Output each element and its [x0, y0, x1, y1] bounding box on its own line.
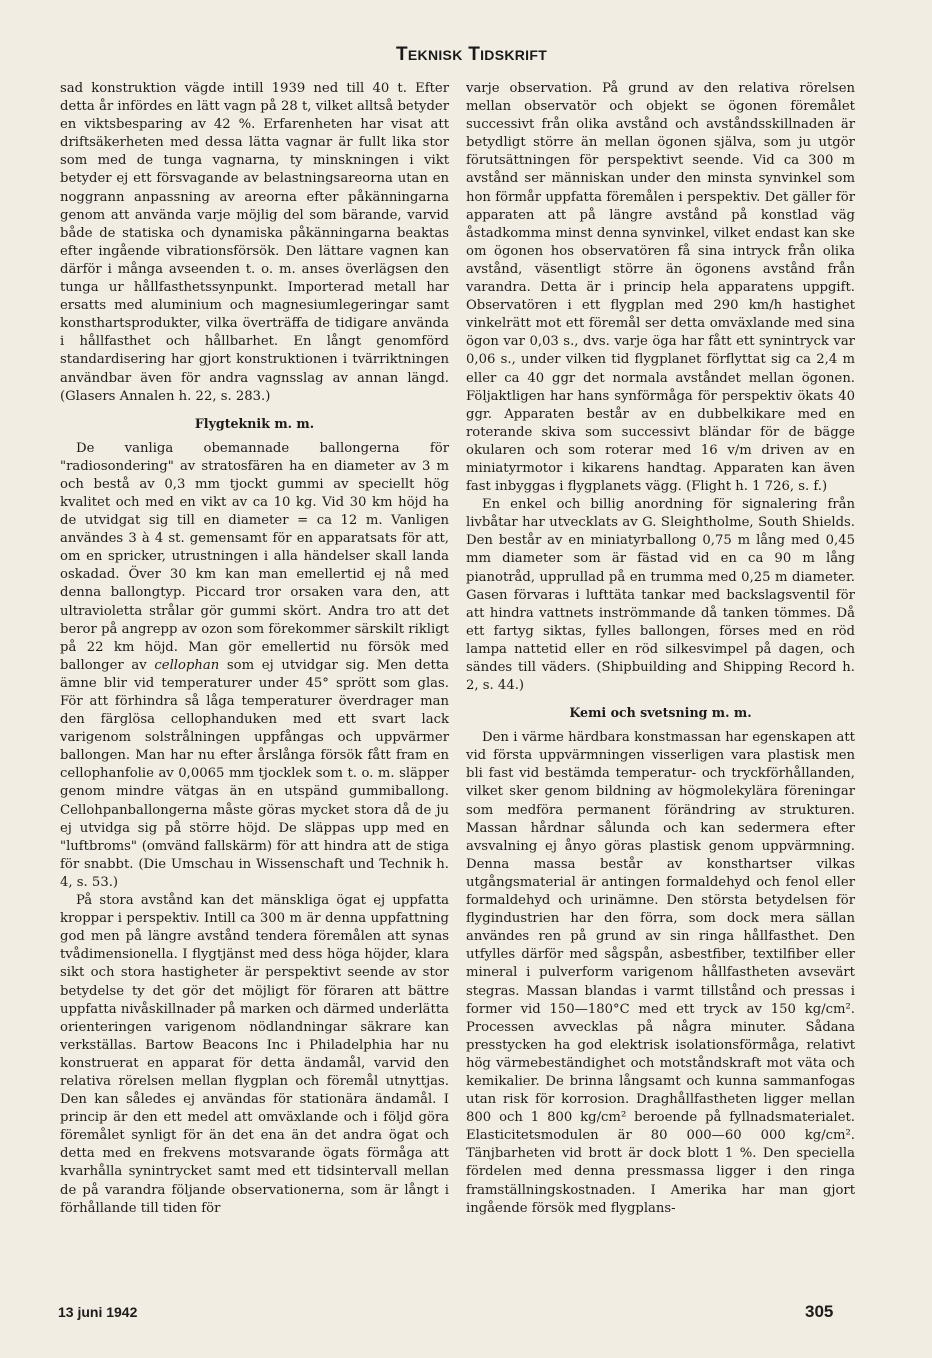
right-column [466, 80, 855, 1218]
header-word-2: IDSKRIFT [480, 47, 548, 63]
italic-term: cellophan [154, 657, 220, 673]
paragraph [60, 440, 449, 892]
section-heading: Kemi och svetsning m. m. [569, 705, 752, 721]
paragraph-text: som ej utvidgar sig. Men detta ämne blir vid temperaturer under 45° sprött som glas. För att förhindra så låga temperaturer överdrager man den färglösa cellophanduken med ett svart lack varigenom solstrålningen uppfångas och uppvärmer ballongen. Man har nu efter årslånga försök fått fram en cellophanfolie av 0,0065 mm tjocklek som t. o. m. släpper genom mindre vätgas än en utspänd gummiballong. Cellohpanballongerna måste göras mycket stora då de ju ej utvidga sig på större höjd. De släppas upp med en "luftbroms" (omvänd fallskärm) för att hindra att de stiga för snabbt. (Die Umschau in Wissenschaft und Technik h. 4, s. 53.) [60, 657, 449, 890]
header-initial-2: T [468, 44, 481, 65]
paragraph: Den i värme härdbara konstmassan har egenskapen att vid första uppvärmningen visserligen vara plastisk men bli fast vid bestämda temperatur- och tryckförhållanden, vilket sker genom bildning av högmolekylära föreningar som medföra permanent förändring av strukturen. Massan hårdnar sålunda och kan sedermera efter avsvalning ej ånyo göras plastisk genom uppvärmning. Denna massa består av konsthartser vilkas utgångsmaterial är antingen formaldehyd och fenol eller formaldehyd och urinämne. Den största betydelsen för flygindustrien har den förra, som dock mera sällan användes ren på grund av sin ringa hållfasthet. Den utfylles därför med sågspån, asbestfiber, textilfiber eller mineral i pulverform varigenom hållfastheten avsevärt stegras. Massan blandas i varmt tillstånd och pressas i former vid 150—180°C med ett tryck av 150 kg/cm². Processen avvecklas på några minuter. Sådana presstycken ha god elektrisk isolationsförmåga, relativt hög värmebeständighet och motståndskraft mot väta och kemikalier. De brinna långsamt och kunna sammanfogas utan risk för korrosion. Draghållfastheten ligger mellan 800 och 1 800 kg/cm² beroende på fyllnadsmaterialet. Elasticitetsmodulen är 80 000—60 000 kg/cm². Tänjbarheten vid brott är dock blott 1 %. Den speciella fördelen med denna pressmassa ligger i den ringa framställningskostnaden. I Amerika har man gjort ingående försök med flygplans- [466, 730, 855, 1216]
page-number: 305 [805, 1302, 834, 1321]
section-heading: Flygteknik m. m. [194, 415, 315, 431]
paragraph: varje observation. På grund av den relativa rörelsen mellan observatör och objekt se ögonen föremålet successivt från olika avstånd och avståndsskillnaden är betydligt större än mellan ögonen själva, som ju utgör förutsättningen för perspektivt seende. Vid ca 300 m avstånd ser människan under den minsta synvinkel som hon förmår uppfatta föremålen i perspektiv. Det gäller för apparaten att på längre avstånd på konstlad väg åstadkomma minst denna synvinkel, vilket endast kan ske om ögonen hos observatören få sina intryck från olika avstånd, väsentligt större än ögonens avstånd från varandra. Detta är i princip hela apparatens uppgift. Observatören i ett flygplan med 290 km/h hastighet vinkelrätt mot ett föremål ser detta omväxlande med sina ögon var 0,03 s., dvs. varje öga har fått ett synintryck var 0,06 s., under vilken tid flygplanet förflyttat sig ca 2,4 m eller ca 40 ggr det normala avståndet mellan ögonen. Följaktligen har hans synförmåga för perspektiv ökats 40 ggr. Apparaten består av en dubbelkikare med en roterande skiva som successivt bländar för de bägge okularen och som roterar med 16 v/m driven av en miniatyrmotor i kikarens handtag. Apparaten kan även fast inbyggas i flygplanets vägg. (Flight h. 1 726, s. f.) [466, 81, 855, 495]
journal-header [396, 44, 547, 66]
paragraph: En enkel och billig anordning för signalering från livbåtar har utvecklats av G. Sleightholme, South Shields. Den består av en miniatyrballong 0,75 m lång med 0,45 mm diameter som är fästad vid en ca 90 m lång pianotråd, upprullad på en trumma med 0,25 m diameter. Gasen förvaras i lufttäta tankar med backslagsventil för att hindra vattnets inströmmande då tanken tömmes. Då ett fartyg siktas, fylles ballongen, förses med en röd lampa nattetid eller en röd silkesvimpel på dagen, och sändes till väders. (Shipbuilding and Shipping Record h. 2, s. 44.) [466, 497, 855, 694]
header-initial-1: T [396, 44, 408, 65]
paragraph: sad konstruktion vägde intill 1939 ned till 40 t. Efter detta år infördes en lätt vagn på 28 t, vilket alltså betyder en viktsbesparing av 42 %. Erfarenheten har visat att driftsäkerheten med dessa lätta vagnar är fullt lika stor som med de tunga vagnarna, ty minskningen i vikt betyder ej ett försvagande av belastningsareorna utan en noggrann anpassning av areorna efter påkänningarna genom att använda varje möjlig del som bärande, varvid både de statiska och dynamiska påkänningarna beaktas efter ingående vibrationsförsök. Den lättare vagnen kan därför i många avseenden t. o. m. anses överlägsen den tunga ur hållfasthetssynpunkt. Importerad metall har ersatts med aluminium och magnesiumlegeringar samt konsthartsprodukter, vilka överträffa de tidigare använda i hållfasthet och hållbarhet. En långt genomförd standardisering har gjort konstruktionen i tvärriktningen användbar även för andra vagnsslag av annan längd. (Glasers Annalen h. 22, s. 283.) [60, 81, 449, 404]
paragraph: På stora avstånd kan det mänskliga ögat ej uppfatta kroppar i perspektiv. Intill ca 300 m är denna uppfattning god men på längre avstånd tendera föremålen att synas tvådimensionella. I flygtjänst med dess höga höjder, klara sikt och stora hastigheter är perspektivt seende av stor betydelse ty det gör det möjligt för föraren att bättre uppfatta nivåskillnader på marken och därmed underlätta orienteringen varigenom nödlandningar säkrare kan verkställas. Bartow Beacons Inc i Philadelphia har nu konstruerat en apparat för detta ändamål, varvid den relativa rörelsen mellan flygplan och föremål utnyttjas. Den kan således ej användas för stationära ändamål. I princip är den ett medel att omväxlande och i följd göra föremålet synligt för än det ena än det andra ögat och detta med en frekvens motsvarande ögats förmåga att kvarhålla synintrycket samt med ett tidsintervall mellan de på varandra följande observationerna, som är långt i förhållande till tiden för [60, 893, 449, 1216]
header-word-1: EKNISK [407, 47, 463, 63]
issue-date: 13 juni 1942 [58, 1304, 138, 1320]
paragraph-text: De vanliga obemannade ballongerna för "radiosondering" av stratosfären ha en diameter av 3 m och bestå av 0,3 mm tjockt gummi av speciellt hög kvalitet och med en vikt av ca 10 kg. Vid 30 km höjd ha de utvidgat sig till en diameter = ca 12 m. Vanligen användes 3 à 4 st. gemensamt för en apparatsats för att, om en spricker, utrustningen i alla händelser skall landa oskadad. Över 30 km kan man emellertid ej nå med denna ballongtyp. Piccard tror orsaken vara den, att ultravioletta strålar gör gummi skört. Andra tro att det beror på angrepp av ozon som förekommer särskilt rikligt på 22 km höjd. Man gör emellertid nu försök med ballonger av [60, 440, 449, 673]
left-column [60, 80, 449, 1218]
